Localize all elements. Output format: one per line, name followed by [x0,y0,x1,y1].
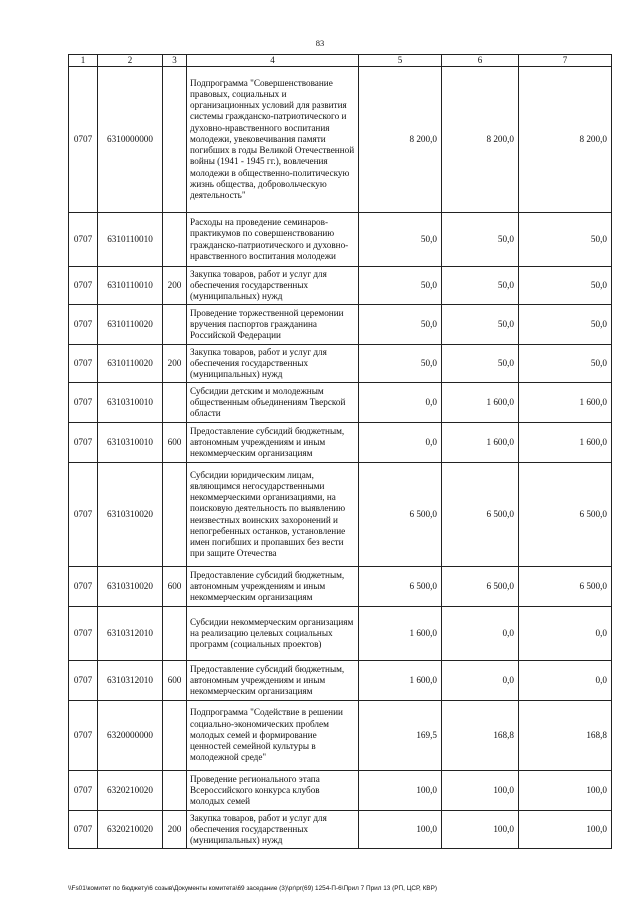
amount-year-3: 1 600,0 [519,383,612,423]
header-row [69,55,612,67]
table-row [69,771,612,811]
expense-type-code [163,213,187,267]
amount-year-3: 8 200,0 [519,67,612,213]
expense-type-code [163,383,187,423]
page-number: 83 [315,38,325,48]
section-code: 0707 [69,701,98,771]
item-name: Субсидии детским и молодежным общественным объединениям Тверской области [187,383,359,423]
table-row [69,423,612,463]
amount-year-1: 50,0 [359,267,442,305]
section-code: 0707 [69,383,98,423]
amount-year-2: 0,0 [442,607,519,661]
amount-year-2: 50,0 [442,267,519,305]
section-code: 0707 [69,661,98,701]
target-article-code: 6310310010 [98,383,163,423]
amount-year-3: 50,0 [519,213,612,267]
section-code: 0707 [69,267,98,305]
amount-year-1: 0,0 [359,383,442,423]
section-code: 0707 [69,811,98,849]
item-name: Предоставление субсидий бюджетным, автономным учреждениям и иным некоммерческим организациям [187,567,359,607]
target-article-code: 6310110010 [98,267,163,305]
item-name: Проведение регионального этапа Всероссийского конкурса клубов молодых семей [187,771,359,811]
col-header-4: 4 [187,55,359,67]
amount-year-3: 6 500,0 [519,463,612,567]
section-code: 0707 [69,423,98,463]
target-article-code: 6310312010 [98,661,163,701]
amount-year-2: 0,0 [442,661,519,701]
amount-year-1: 50,0 [359,305,442,345]
section-code: 0707 [69,771,98,811]
amount-year-3: 6 500,0 [519,567,612,607]
section-code: 0707 [69,463,98,567]
expense-type-code: 600 [163,661,187,701]
section-code: 0707 [69,567,98,607]
expense-type-code: 600 [163,567,187,607]
amount-year-1: 100,0 [359,811,442,849]
table-row [69,305,612,345]
table-row [69,661,612,701]
amount-year-1: 50,0 [359,213,442,267]
table-row [69,267,612,305]
amount-year-2: 8 200,0 [442,67,519,213]
amount-year-1: 169,5 [359,701,442,771]
amount-year-1: 6 500,0 [359,567,442,607]
budget-table [68,54,612,849]
amount-year-2: 1 600,0 [442,423,519,463]
section-code: 0707 [69,67,98,213]
expense-type-code [163,67,187,213]
amount-year-2: 100,0 [442,771,519,811]
amount-year-1: 100,0 [359,771,442,811]
expense-type-code [163,701,187,771]
item-name: Подпрограмма "Содействие в решении социально-экономических проблем молодых семей и формирование ценностей семейной культуры в молодежной среде" [187,701,359,771]
item-name: Субсидии юридическим лицам, являющимся негосударственными некоммерческими организациями, на поисковую деятельность по выявлению неизвестных воинских захоронений и непогребенных останков, установление имен погибших и пропавших без вести при защите Отечества [187,463,359,567]
section-code: 0707 [69,305,98,345]
table-row [69,213,612,267]
expense-type-code [163,607,187,661]
amount-year-1: 8 200,0 [359,67,442,213]
amount-year-1: 1 600,0 [359,661,442,701]
section-code: 0707 [69,213,98,267]
item-name: Расходы на проведение семинаров-практикумов по совершенствованию гражданско-патриотического и духовно-нравственного воспитания молодежи [187,213,359,267]
amount-year-3: 1 600,0 [519,423,612,463]
col-header-2: 2 [98,55,163,67]
section-code: 0707 [69,607,98,661]
table-row [69,701,612,771]
item-name: Закупка товаров, работ и услуг для обеспечения государственных (муниципальных) нужд [187,811,359,849]
amount-year-2: 6 500,0 [442,463,519,567]
amount-year-3: 50,0 [519,267,612,305]
amount-year-2: 168,8 [442,701,519,771]
target-article-code: 6310110010 [98,213,163,267]
target-article-code: 6310312010 [98,607,163,661]
col-header-5: 5 [359,55,442,67]
expense-type-code: 600 [163,423,187,463]
amount-year-2: 50,0 [442,345,519,383]
item-name: Проведение торжественной церемонии вручения паспортов гражданина Российской Федерации [187,305,359,345]
table-row [69,463,612,567]
item-name: Субсидии некоммерческим организациям на реализацию целевых социальных программ (социальных проектов) [187,607,359,661]
expense-type-code [163,771,187,811]
amount-year-3: 100,0 [519,771,612,811]
col-header-3: 3 [163,55,187,67]
target-article-code: 6310310020 [98,567,163,607]
amount-year-1: 1 600,0 [359,607,442,661]
target-article-code: 6310000000 [98,67,163,213]
expense-type-code [163,463,187,567]
col-header-7: 7 [519,55,612,67]
table-row [69,607,612,661]
amount-year-1: 6 500,0 [359,463,442,567]
item-name: Закупка товаров, работ и услуг для обеспечения государственных (муниципальных) нужд [187,267,359,305]
amount-year-3: 100,0 [519,811,612,849]
amount-year-3: 0,0 [519,661,612,701]
item-name: Предоставление субсидий бюджетным, автономным учреждениям и иным некоммерческим организациям [187,423,359,463]
table-row [69,345,612,383]
table-row [69,67,612,213]
col-header-6: 6 [442,55,519,67]
amount-year-3: 0,0 [519,607,612,661]
amount-year-2: 1 600,0 [442,383,519,423]
expense-type-code: 200 [163,267,187,305]
target-article-code: 6320210020 [98,771,163,811]
col-header-1: 1 [69,55,98,67]
expense-type-code: 200 [163,345,187,383]
amount-year-3: 50,0 [519,305,612,345]
table-row [69,811,612,849]
amount-year-3: 168,8 [519,701,612,771]
target-article-code: 6320000000 [98,701,163,771]
amount-year-1: 50,0 [359,345,442,383]
target-article-code: 6310110020 [98,345,163,383]
amount-year-1: 0,0 [359,423,442,463]
amount-year-2: 100,0 [442,811,519,849]
file-path-footer: \\Fs01\комитет по бюджету\6 созыв\Документы комитета\69 заседание (3)\pr\pr(69) 1254-П-6\Прил 7 Прил 13 (РП, ЦСР, КВР) [68,885,437,892]
item-name: Закупка товаров, работ и услуг для обеспечения государственных (муниципальных) нужд [187,345,359,383]
amount-year-2: 6 500,0 [442,567,519,607]
target-article-code: 6310310010 [98,423,163,463]
target-article-code: 6310110020 [98,305,163,345]
expense-type-code [163,305,187,345]
expense-type-code: 200 [163,811,187,849]
amount-year-2: 50,0 [442,213,519,267]
section-code: 0707 [69,345,98,383]
amount-year-3: 50,0 [519,345,612,383]
table-row [69,383,612,423]
table-row [69,567,612,607]
item-name: Предоставление субсидий бюджетным, автономным учреждениям и иным некоммерческим организациям [187,661,359,701]
amount-year-2: 50,0 [442,305,519,345]
target-article-code: 6320210020 [98,811,163,849]
target-article-code: 6310310020 [98,463,163,567]
item-name: Подпрограмма "Совершенствование правовых, социальных и организационных условий для развития системы гражданско-патриотического и духовно-нравственного воспитания молодежи, увековечивания памяти погибших в годы Великой Отечественной войны (1941 - 1945 гг.), вовлечения молодежи в общественно-политическую жизнь общества, добровольческую деятельность" [187,67,359,213]
